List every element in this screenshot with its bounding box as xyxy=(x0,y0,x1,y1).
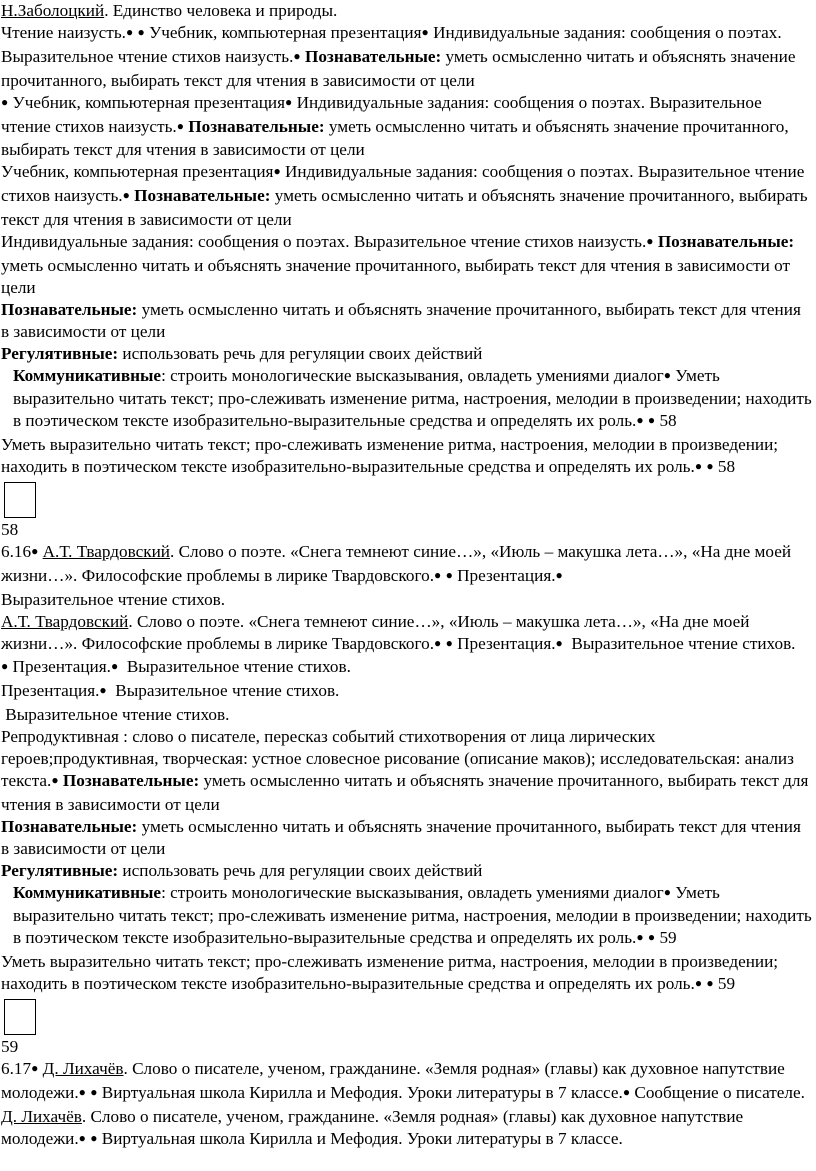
label-communicative: Коммуникативные xyxy=(13,365,162,385)
text: Сообщение о писателе. xyxy=(634,1082,805,1102)
lesson-heading xyxy=(1,0,813,22)
bullet-icon: ● xyxy=(706,976,714,991)
paragraph-reproductive xyxy=(1,726,813,816)
text: Выразительное чтение стихов. xyxy=(1,589,226,609)
text: Уметь выразительно читать текст; про-слеживать изменение ритма, настроения, мелодии в произведении; находить в поэтическом тексте изобразительно-выразительные средства и определять их роль. xyxy=(13,882,812,948)
hours-count: 58 xyxy=(659,411,677,431)
paragraph-cognitive-2 xyxy=(1,816,813,860)
hours-count: 59 xyxy=(659,928,677,948)
paragraph-likhachev xyxy=(1,1058,813,1106)
lesson-number: 59 xyxy=(1,1037,19,1057)
bullet-icon: ● xyxy=(125,24,134,39)
lesson-index: 6.17 xyxy=(1,1058,32,1078)
bullet-icon: ● xyxy=(434,635,442,650)
text: уметь осмысленно читать и объяснять значение прочитанного, выбирать текст для чтения в зависимости от цели xyxy=(1,116,789,160)
text: Индивидуальные задания: сообщения о поэтах. Выразительное чтение стихов наизусть. xyxy=(1,92,762,136)
paragraph-pres-2 xyxy=(1,680,813,704)
text: уметь осмысленно читать и объяснять значение прочитанного, выбирать текст для чтения в зависимости от цели xyxy=(1,255,790,297)
heading-text: . Единство человека и природы. xyxy=(104,1,338,20)
text: Чтение наизусть. xyxy=(1,22,126,42)
bullet-icon: ● xyxy=(663,884,671,899)
paragraph-communicative-2 xyxy=(1,882,813,952)
text: Презентация. xyxy=(457,633,556,653)
lesson-number: 58 xyxy=(1,520,19,540)
bullet-icon: ● xyxy=(78,1084,86,1099)
bullet-icon: ● xyxy=(90,1130,98,1145)
text: Выразительное чтение стихов. xyxy=(115,681,340,701)
label-cognitive: Познавательные: xyxy=(657,232,795,252)
text: Презентация. xyxy=(1,681,100,701)
text: . Слово о писателе, ученом, гражданине. «Земля родная» (главы) как духовное напутствие молодежи. xyxy=(1,1106,744,1148)
bullet-icon: ● xyxy=(421,24,429,39)
paragraph-skill xyxy=(1,434,813,480)
bullet-icon: ● xyxy=(445,567,453,582)
text: Выразительное чтение стихов. xyxy=(571,633,796,653)
bullet-icon: ● xyxy=(646,234,654,249)
author-link[interactable]: А.Т. Твардовский xyxy=(42,541,170,561)
label-cognitive: Познавательные: xyxy=(62,771,200,790)
bullet-icon: ● xyxy=(647,930,656,945)
text: уметь осмысленно читать и объяснять значение прочитанного, выбирать текст для чтения в зависимости от цели xyxy=(1,299,801,341)
bullet-icon: ● xyxy=(555,567,563,582)
text: Презентация. xyxy=(12,657,111,677)
bullet-icon: ● xyxy=(31,543,39,558)
label-regulative: Регулятивные: xyxy=(1,343,119,363)
bullet-icon: ● xyxy=(285,94,293,109)
text: Виртуальная школа Кирилла и Мефодия. Уроки литературы в 7 классе. xyxy=(101,1082,623,1102)
hours-count: 59 xyxy=(717,974,736,994)
text: Презентация. xyxy=(457,565,556,585)
text: использовать речь для регуляции своих действий xyxy=(122,860,483,880)
table-cell-box xyxy=(4,482,36,518)
text: Индивидуальные задания: сообщения о поэтах. Выразительное чтение стихов наизусть. xyxy=(1,162,805,206)
author-link[interactable]: Н.Заболоцкий xyxy=(1,1,105,20)
text: Учебник, компьютерная презентация xyxy=(149,22,422,42)
paragraph-regulative xyxy=(1,343,813,365)
bullet-icon: ● xyxy=(90,1084,98,1099)
paragraph-3 xyxy=(1,161,813,231)
bullet-icon: ● xyxy=(647,413,656,428)
bullet-icon: ● xyxy=(293,48,301,63)
bullet-icon: ● xyxy=(694,459,703,474)
paragraph-regulative-2 xyxy=(1,860,813,882)
text: Уметь выразительно читать текст; про-слеживать изменение ритма, настроения, мелодии в произведении; находить в поэтическом тексте изобразительно-выразительные средства и определять их роль. xyxy=(13,365,812,431)
bullet-icon: ● xyxy=(99,683,107,698)
paragraph-tvardovsky xyxy=(1,541,813,611)
text: уметь осмысленно читать и объяснять значение прочитанного, выбирать текст для чтения в зависимости от цели xyxy=(1,816,801,858)
text: Уметь выразительно читать текст; про-слеживать изменение ритма, настроения, мелодии в произведении; находить в поэтическом тексте изобразительно-выразительные средства и определять их роль. xyxy=(1,952,779,994)
label-cognitive: Познавательные: xyxy=(1,299,138,319)
label-cognitive: Познавательные: xyxy=(134,186,271,206)
bullet-icon: ● xyxy=(555,635,563,650)
text: уметь осмысленно читать и объяснять значение прочитанного, выбирать текст для чтения в зависимости от цели xyxy=(1,46,796,90)
author-link[interactable]: Д. Лихачёв xyxy=(42,1058,124,1078)
paragraph-vyr xyxy=(1,704,813,726)
bullet-icon: ● xyxy=(31,1060,39,1075)
paragraph-tvardovsky-2 xyxy=(1,611,813,657)
hours-count: 58 xyxy=(717,457,736,477)
bullet-icon: ● xyxy=(51,773,59,787)
bullet-icon: ● xyxy=(176,118,184,133)
author-link[interactable]: А.Т. Твардовский xyxy=(1,611,129,631)
text: уметь осмысленно читать и объяснять значение прочитанного, выбирать текст для чтения в зависимости от цели xyxy=(1,186,808,230)
text: уметь осмысленно читать и объяснять значение прочитанного, выбирать текст для чтения в зависимости от цели xyxy=(1,771,809,814)
text: : строить монологические высказывания, овладеть умениями диалог xyxy=(161,882,664,902)
text: . Слово о поэте. «Снега темнеют синие…», «Июль – макушка лета…», «На дне моей жизни…». Философские проблемы в лирике Твардовского. xyxy=(1,611,750,653)
bullet-icon: ● xyxy=(273,164,281,179)
label-cognitive: Познавательные: xyxy=(304,46,442,66)
paragraph-communicative xyxy=(1,365,813,435)
bullet-icon: ● xyxy=(445,635,453,650)
text: Виртуальная школа Кирилла и Мефодия. Уроки литературы в 7 классе. xyxy=(101,1128,623,1148)
paragraph-pres-1 xyxy=(1,656,813,680)
bullet-icon: ● xyxy=(694,976,703,991)
label-regulative: Регулятивные: xyxy=(1,860,119,880)
text: Выразительное чтение стихов. xyxy=(5,705,230,725)
paragraph-5 xyxy=(1,299,813,343)
text: Репродуктивная : слово о писателе, пересказ событий стихотворения от лица лирических героев;продуктивная, творческая: устное словесное рисование (описание маков); исследовательская: анализ текста. xyxy=(1,727,794,790)
text: Уметь выразительно читать текст; про-слеживать изменение ритма, настроения, мелодии в произведении; находить в поэтическом тексте изобразительно-выразительные средства и определять их роль. xyxy=(1,435,779,477)
bullet-icon: ● xyxy=(1,94,9,109)
paragraph-1 xyxy=(1,22,813,92)
text: Индивидуальные задания: сообщения о поэтах. Выразительное чтение стихов наизусть. xyxy=(1,22,782,66)
label-communicative: Коммуникативные xyxy=(13,882,162,902)
bullet-icon: ● xyxy=(434,567,442,582)
text: . Слово о поэте. «Снега темнеют синие…», «Июль – макушка лета…», «На дне моей жизни…». Философские проблемы в лирике Твардовского. xyxy=(1,541,792,585)
text: использовать речь для регуляции своих действий xyxy=(122,343,483,363)
bullet-icon: ● xyxy=(636,413,644,428)
text: Индивидуальные задания: сообщения о поэтах. Выразительное чтение стихов наизусть. xyxy=(1,232,647,252)
author-link[interactable]: Д. Лихачёв xyxy=(1,1106,82,1126)
bullet-icon: ● xyxy=(663,367,671,382)
bullet-icon: ● xyxy=(78,1130,86,1145)
bullet-icon: ● xyxy=(110,659,119,674)
text: Учебник, компьютерная презентация xyxy=(1,162,274,182)
paragraph-4 xyxy=(1,231,813,299)
bullet-icon: ● xyxy=(122,188,130,203)
text: . Слово о писателе, ученом, гражданине. «Земля родная» (главы) как духовное напутствие молодежи. xyxy=(1,1058,785,1102)
bullet-icon: ● xyxy=(636,930,644,945)
bullet-icon: ● xyxy=(622,1084,631,1099)
bullet-icon: ● xyxy=(1,659,9,674)
label-cognitive: Познавательные: xyxy=(1,816,138,836)
text: Выразительное чтение стихов. xyxy=(126,657,351,677)
text: Учебник, компьютерная презентация xyxy=(12,92,286,112)
bullet-icon: ● xyxy=(137,24,145,39)
bullet-icon: ● xyxy=(706,459,714,474)
paragraph-likhachev-2 xyxy=(1,1106,813,1152)
paragraph-skill-2 xyxy=(1,951,813,997)
text: : строить монологические высказывания, овладеть умениями диалог xyxy=(161,365,664,385)
paragraph-2 xyxy=(1,92,813,162)
lesson-index: 6.16 xyxy=(1,541,32,561)
table-cell-box xyxy=(4,999,36,1035)
label-cognitive: Познавательные: xyxy=(188,116,325,136)
